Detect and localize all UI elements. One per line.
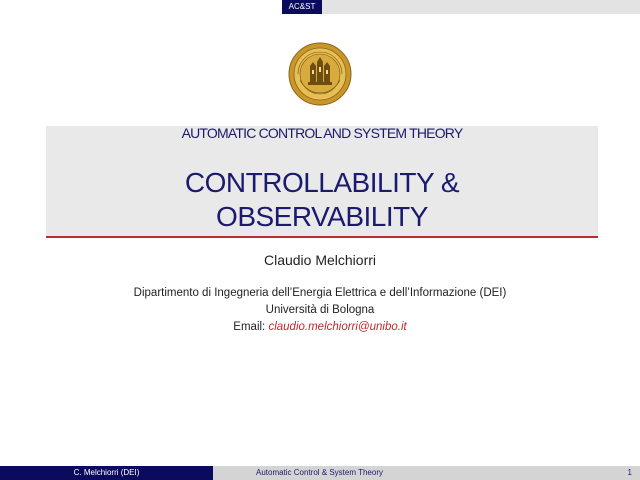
slide-title xyxy=(46,166,598,234)
header-short-title: AC&ST xyxy=(282,0,322,14)
email-label: Email: xyxy=(233,321,269,333)
university-seal-icon xyxy=(288,42,352,106)
slide-title-line1: CONTROLLABILITY & xyxy=(184,167,460,198)
header-right-section xyxy=(322,0,640,14)
footer-page-number: 1 xyxy=(426,466,640,480)
course-subtitle: AUTOMATIC CONTROL AND SYSTEM THEORY xyxy=(181,125,463,141)
footer-author: C. Melchiorri (DEI) xyxy=(0,466,213,480)
department-name: Dipartimento di Ingegneria dell’Energia Elettrica e dell’Informazione (DEI) xyxy=(133,287,507,299)
email-link[interactable]: claudio.melchiorri@unibo.it xyxy=(268,321,407,333)
author-name: Claudio Melchiorri xyxy=(263,252,377,268)
email-line xyxy=(0,321,640,333)
slide-title-line2: OBSERVABILITY xyxy=(216,201,428,232)
header-bar xyxy=(0,0,640,14)
title-underline xyxy=(46,236,598,238)
title-box xyxy=(46,126,598,236)
university-name: Università di Bologna xyxy=(265,304,375,316)
footer-bar xyxy=(0,466,640,480)
header-left-section xyxy=(0,0,282,14)
footer-course: Automatic Control & System Theory xyxy=(213,466,426,480)
